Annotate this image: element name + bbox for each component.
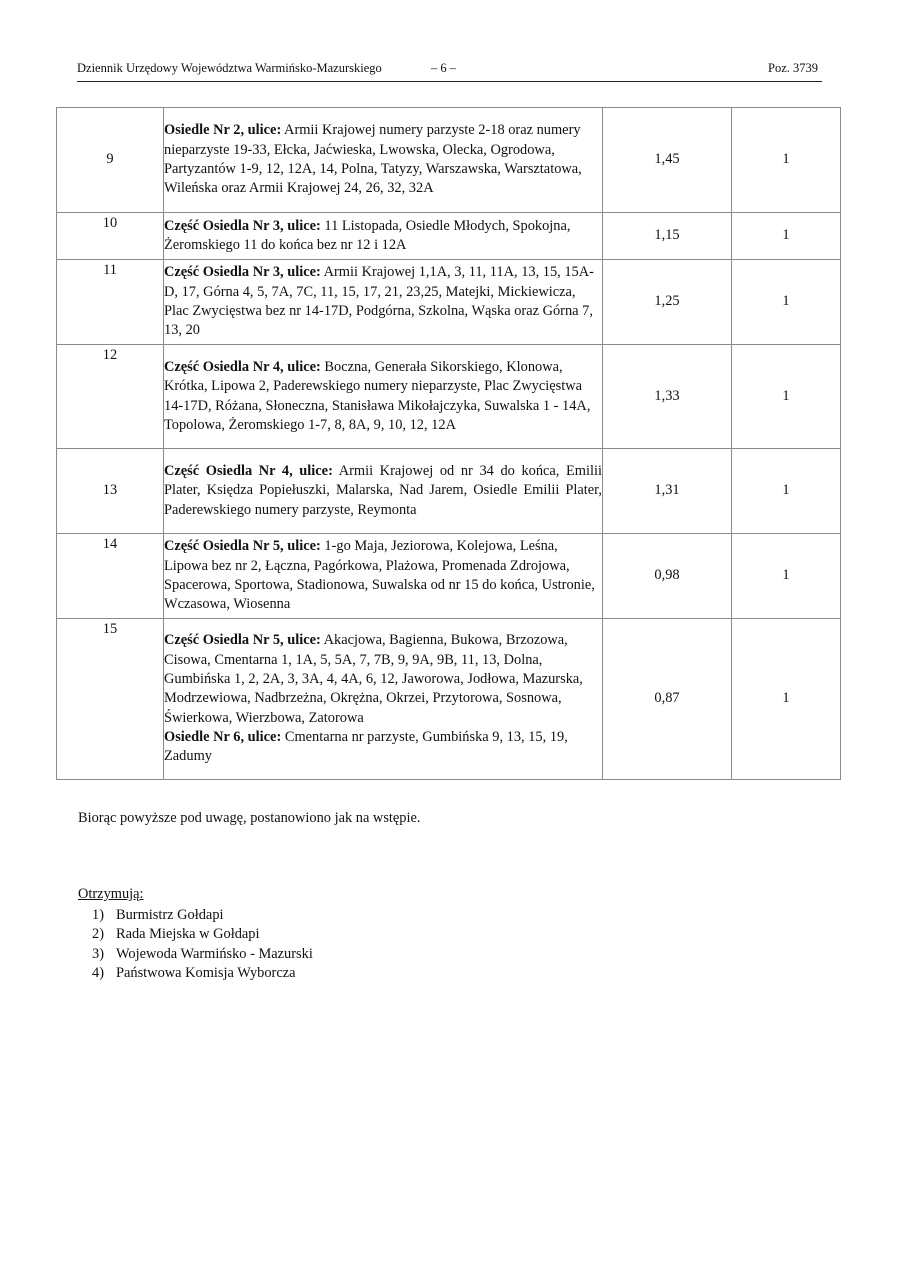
district-heading: Część Osiedla Nr 3, ulice:: [164, 217, 321, 234]
district-description: [164, 534, 603, 619]
mandates-count: 1: [732, 534, 841, 619]
mandates-count: 1: [732, 449, 841, 534]
recipients-heading: Otrzymują:: [78, 886, 144, 902]
conclusion-text: Biorąc powyższe pod uwagę, postanowiono jak na wstępie.: [78, 810, 421, 826]
mandates-count: 1: [732, 213, 841, 260]
list-item: [78, 906, 313, 925]
norm-ratio: 1,45: [603, 108, 732, 213]
recipient-name: Państwowa Komisja Wyborcza: [116, 965, 296, 982]
district-number: 13: [57, 449, 164, 534]
district-description: [164, 619, 603, 780]
table-row: [57, 213, 841, 260]
district-streets: Armii Krajowej od nr 34 do końca, Emilii Plater, Księdza Popiełuszki, Malarska, Nad Jarem, Osiedle Emilii Plater, Paderewskiego numery parzyste, Reymonta: [164, 463, 602, 518]
item-number: 1): [92, 907, 104, 923]
recipients-list: [78, 906, 313, 984]
district-number: 12: [57, 345, 164, 449]
district-heading: Osiedle Nr 2, ulice:: [164, 122, 282, 139]
table-row: [57, 260, 841, 345]
district-number: 9: [57, 108, 164, 213]
district-number: 15: [57, 619, 164, 780]
mandates-count: 1: [732, 260, 841, 345]
district-streets: Boczna, Generała Sikorskiego, Klonowa, Krótka, Lipowa 2, Paderewskiego numery nieparzyste, Plac Zwycięstwa 14-17D, Różana, Słoneczna, Stanisława Mikołajczyka, Suwalska 1 - 14A, Topolowa, Żeromskiego 1-7, 8, 8A, 9, 10, 12, 12A: [164, 358, 591, 433]
item-number: 2): [92, 926, 104, 943]
table-row: [57, 449, 841, 534]
norm-ratio: 1,25: [603, 260, 732, 345]
district-streets: Armii Krajowej 1,1A, 3, 11, 11A, 13, 15, 15A-D, 17, Górna 4, 5, 7A, 7C, 11, 15, 17, 21, 23,25, Matejki, Mickiewicza, Plac Zwycięstwa bez nr 14-17D, Podgórna, Szkolna, Wąska oraz Górna 7, 13, 20: [164, 264, 594, 339]
district-description: [164, 213, 603, 260]
table-row: [57, 345, 841, 449]
norm-ratio: 1,31: [603, 449, 732, 534]
mandates-count: 1: [732, 108, 841, 213]
recipient-name: Burmistrz Gołdapi: [116, 907, 224, 923]
page-number: – 6 –: [431, 61, 456, 75]
district-streets: Cmentarna nr parzyste, Gumbińska 9, 13, 15, 19, Zadumy: [164, 728, 568, 765]
journal-title: Dziennik Urzędowy Województwa Warmińsko-Mazurskiego: [77, 61, 382, 75]
item-number: 3): [92, 945, 104, 962]
district-subsection: [164, 728, 602, 767]
district-streets: Akacjowa, Bagienna, Bukowa, Brzozowa, Cisowa, Cmentarna 1, 1A, 5, 5A, 7, 7B, 9, 9A, 9B, 11, 13, Dolna, Gumbińska 1, 2, 2A, 3, 3A, 4, 4A, 6, 12, Jaworowa, Jodłowa, Mazurska, Modrzewiowa, Nadbrzeżna, Okrężna, Okrzei, Przytorowa, Sosnowa, Świerkowa, Wierzbowa, Zatorowa: [164, 632, 583, 726]
recipient-name: Rada Miejska w Gołdapi: [116, 926, 260, 943]
district-description: [164, 108, 603, 213]
norm-ratio: 0,98: [603, 534, 732, 619]
position-number: Poz. 3739: [768, 61, 818, 75]
recipient-name: Wojewoda Warmińsko - Mazurski: [116, 945, 313, 962]
list-item: [78, 964, 313, 983]
mandates-count: 1: [732, 345, 841, 449]
district-heading: Część Osiedla Nr 3, ulice:: [164, 264, 321, 281]
district-number: 11: [57, 260, 164, 345]
district-heading: Część Osiedla Nr 4, ulice:: [164, 463, 333, 480]
district-description: [164, 260, 603, 345]
page-header: [77, 61, 822, 81]
district-heading: Część Osiedla Nr 5, ulice:: [164, 632, 321, 649]
district-streets: 11 Listopada, Osiedle Młodych, Spokojna, Żeromskiego 11 do końca bez nr 12 i 12A: [164, 217, 571, 253]
norm-ratio: 1,15: [603, 213, 732, 260]
district-streets: Armii Krajowej numery parzyste 2-18 oraz numery nieparzyste 19-33, Ełcka, Jaćwieska, Lwowska, Olecka, Ogrodowa, Partyzantów 1-9, 12, 12A, 14, Polna, Tatyzy, Warszawska, Warsztatowa, Wileńska oraz Armii Krajowej 24, 26, 32, 32A: [164, 122, 582, 197]
district-description: [164, 345, 603, 449]
district-heading: Część Osiedla Nr 4, ulice:: [164, 358, 321, 375]
norm-ratio: 1,33: [603, 345, 732, 449]
table-row: [57, 534, 841, 619]
district-heading: Część Osiedla Nr 5, ulice:: [164, 538, 321, 555]
district-streets: 1-go Maja, Jeziorowa, Kolejowa, Leśna, Lipowa bez nr 2, Łączna, Pagórkowa, Plażowa, Promenada Zdrojowa, Spacerowa, Sportowa, Stadionowa, Suwalska od nr 15 do końca, Ustronie, Wczasowa, Wiosenna: [164, 538, 595, 613]
list-item: [78, 945, 313, 964]
list-item: [78, 925, 313, 944]
table-row: [57, 108, 841, 213]
district-description: [164, 449, 603, 534]
table-row: [57, 619, 841, 780]
mandates-count: 1: [732, 619, 841, 780]
item-number: 4): [92, 965, 104, 982]
district-number: 10: [57, 213, 164, 260]
district-heading: Osiedle Nr 6, ulice:: [164, 728, 282, 745]
districts-table: [56, 107, 841, 780]
district-number: 14: [57, 534, 164, 619]
norm-ratio: 0,87: [603, 619, 732, 780]
header-divider: [77, 81, 822, 82]
